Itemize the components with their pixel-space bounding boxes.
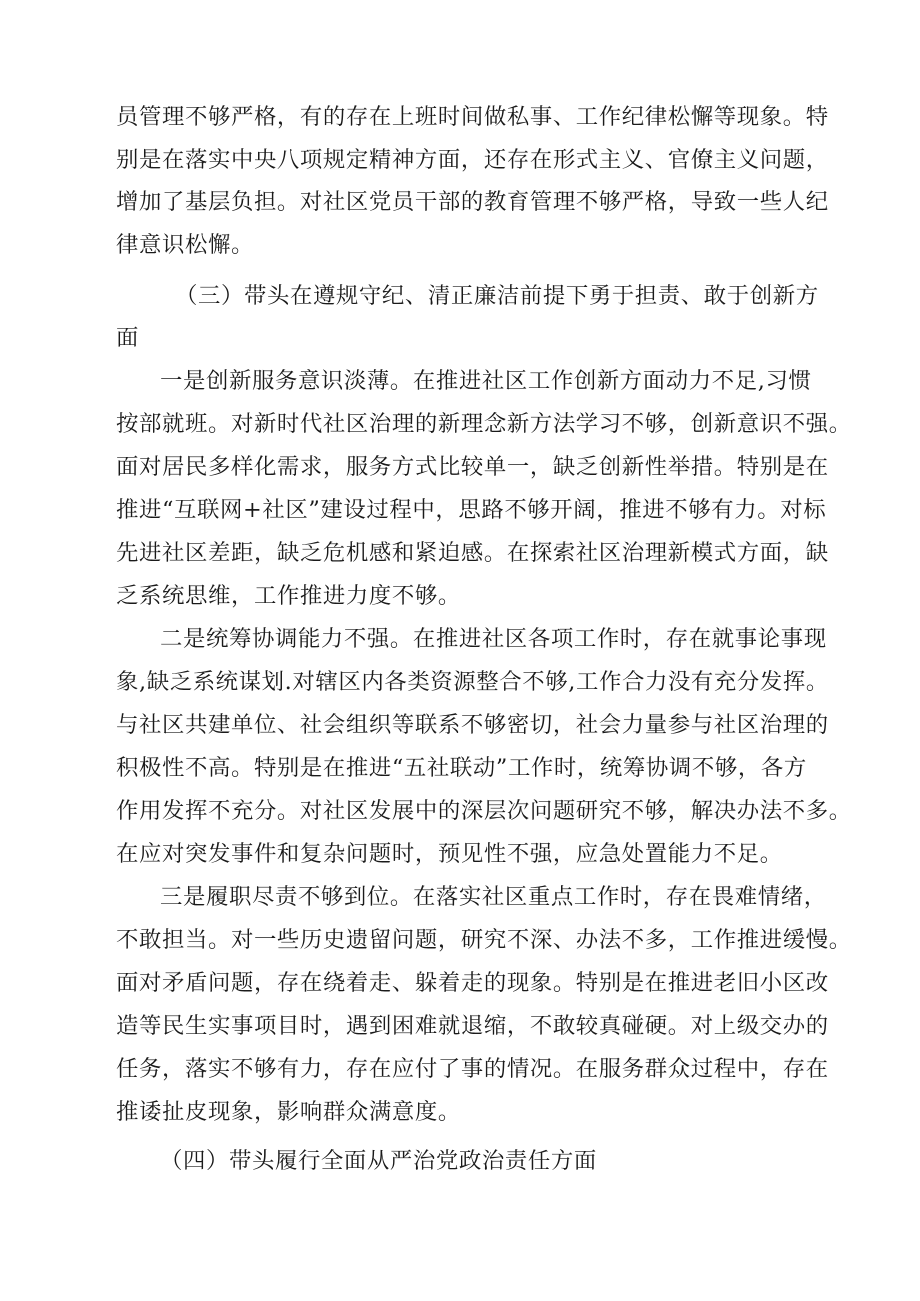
section-heading: （三）带头在遵规守纪、清正廉洁前提下勇于担责、敢于创新方 [175, 283, 819, 309]
body-line: 律意识松懈。 [116, 232, 254, 258]
body-line: 先进社区差距，缺乏危机感和紧迫感。在探索社区治理新模式方面，缺 [116, 540, 829, 566]
body-line: 乏系统思维，工作推进力度不够。 [116, 583, 461, 609]
body-line: 在应对突发事件和复杂问题时，预见性不强，应急处置能力不足。 [116, 841, 783, 867]
paragraph-first-line: 三是履职尽责不够到位。在落实社区重点工作时，存在畏难情绪， [160, 884, 827, 910]
paragraph-first-line: 二是统筹协调能力不强。在推进社区各项工作时，存在就事论事现 [160, 626, 827, 652]
body-line: 按部就班。对新时代社区治理的新理念新方法学习不够，创新意识不强。 [116, 411, 852, 437]
body-line: 造等民生实事项目时，遇到困难就退缩，不敢较真碰硬。对上级交办的 [116, 1013, 829, 1039]
body-line: 积极性不高。特别是在推进“五社联动”工作时，统筹协调不够，各方 [116, 755, 807, 781]
body-line: 面对居民多样化需求，服务方式比较单一，缺乏创新性举措。特别是在 [116, 454, 829, 480]
body-line: 不敢担当。对一些历史遗留问题，研究不深、办法不多，工作推进缓慢。 [116, 927, 852, 953]
body-line: 增加了基层负担。对社区党员干部的教育管理不够严格，导致一些人纪 [116, 189, 829, 215]
body-line: 作用发挥不充分。对社区发展中的深层次问题研究不够，解决办法不多。 [116, 798, 852, 824]
body-line: 任务，落实不够有力，存在应付了事的情况。在服务群众过程中，存在 [116, 1056, 829, 1082]
section-heading-continuation: 面 [116, 325, 139, 351]
paragraph-first-line: 一是创新服务意识淡薄。在推进社区工作创新方面动力不足,习惯 [160, 368, 812, 394]
body-line: 与社区共建单位、社会组织等联系不够密切，社会力量参与社区治理的 [116, 712, 829, 738]
body-line: 推进“互联网+社区”建设过程中，思路不够开阔，推进不够有力。对标 [116, 497, 827, 523]
section-heading: （四）带头履行全面从严治党政治责任方面 [160, 1148, 597, 1174]
body-line: 别是在落实中央八项规定精神方面，还存在形式主义、官僚主义问题， [116, 147, 829, 173]
body-line: 面对矛盾问题，存在绕着走、躲着走的现象。特别是在推进老旧小区改 [116, 970, 829, 996]
body-line: 员管理不够严格，有的存在上班时间做私事、工作纪律松懈等现象。特 [116, 104, 829, 130]
body-line: 推诿扯皮现象，影响群众满意度。 [116, 1099, 461, 1125]
body-line: 象,缺乏系统谋划.对辖区内各类资源整合不够,工作合力没有充分发挥。 [116, 669, 829, 695]
